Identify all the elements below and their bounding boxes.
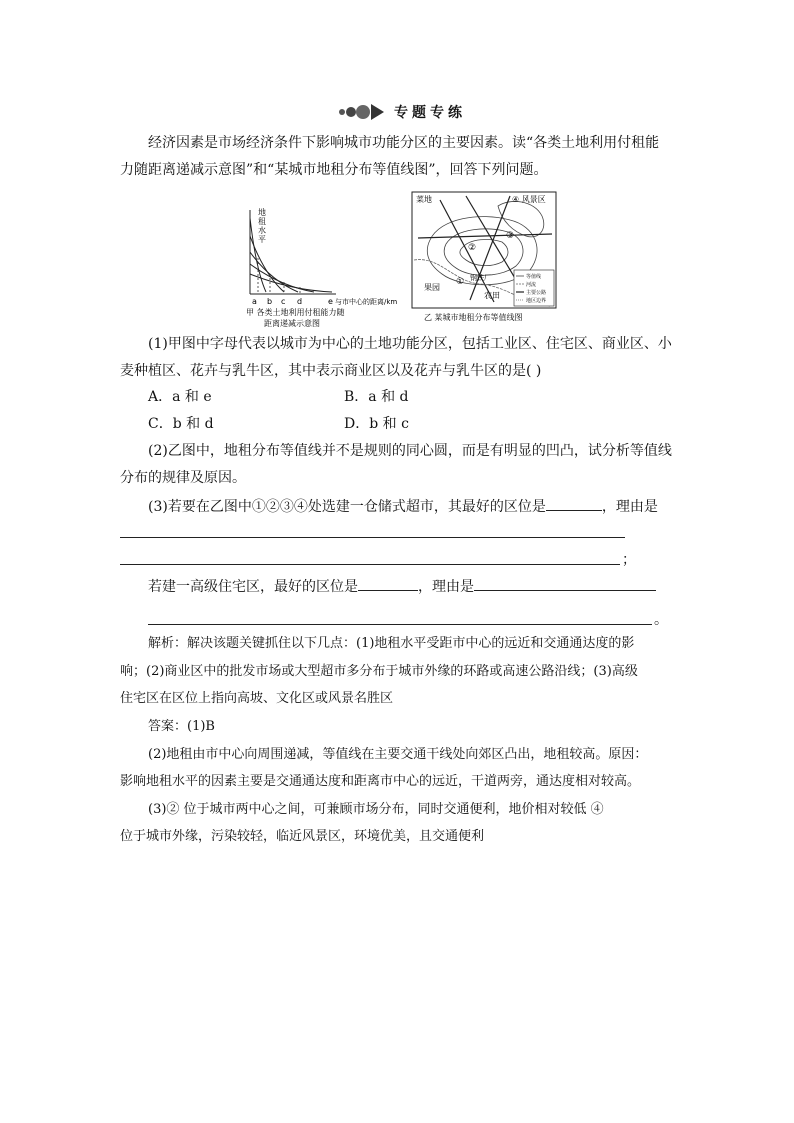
q1-option-a: A．a 和 e: [148, 389, 212, 405]
analysis-line-2: 响；(2)商业区中的批发市场或大型超市多分布于城市外缘的环路或高速公路沿线；(3)高级: [120, 664, 638, 679]
legend-river: 河流: [526, 282, 537, 288]
y-label-1: 地: [258, 208, 266, 217]
legend-contour: 等值线: [526, 274, 542, 280]
q3-blank-site-residential: [358, 576, 418, 591]
q3-blank-reason-line-2: [120, 564, 620, 565]
label-site-3: ③: [506, 231, 515, 241]
figure-b-caption: 乙 某城市地租分布等值线图: [424, 313, 523, 322]
figure-a-chart: [236, 200, 418, 330]
label-scenic: ④ 风景区: [512, 195, 546, 204]
analysis-line-3: 住宅区在区位上指向高坡、文化区或风景名胜区: [120, 691, 394, 706]
q3-text-1b: ，理由是: [601, 499, 658, 515]
intro-line-1: 经济因素是市场经济条件下影响城市功能分区的主要因素。读“各类土地利用付租能: [148, 135, 660, 151]
q3-text-4a: 若建一高级住宅区，最好的区位是: [148, 579, 358, 595]
q1-line-1: (1)甲图中字母代表以城市为中心的土地功能分区，包括工业区、住宅区、商业区、小: [148, 336, 672, 352]
q3-blank-residential-reason-2: [148, 624, 652, 625]
label-site-1: ①: [456, 277, 465, 287]
q3-blank-residential-reason-1: [474, 576, 656, 591]
q2-line-2: 分布的规律及原因。: [120, 470, 246, 486]
tick-c: c: [281, 297, 286, 306]
tick-b: b: [267, 297, 273, 306]
y-label-3: 水: [258, 226, 266, 235]
map-legend: [514, 270, 554, 306]
label-vegetable: 菜地: [416, 195, 432, 204]
q3-period: 。: [654, 612, 668, 628]
q3-line-4: [148, 576, 656, 597]
label-site-2: ②: [468, 243, 477, 253]
q3-blank-reason-line-1: [120, 537, 625, 538]
section-header: [338, 100, 466, 124]
tick-d: d: [297, 297, 303, 306]
q1-line-2: 麦种植区、花卉与乳牛区，其中表示商业区以及花卉与乳牛区的是( ): [120, 363, 542, 379]
x-axis-label: 与市中心的距离/km: [335, 298, 398, 306]
figure-b-map: [410, 190, 560, 325]
label-steel: 钢铁厂: [470, 274, 491, 282]
q1-option-d: D．b 和 c: [344, 416, 409, 432]
answer-line-5: 位于城市外缘，污染较轻，临近风景区，环境优美，且交通便利: [120, 829, 485, 844]
q1-option-b: B．a 和 d: [344, 389, 409, 405]
label-farmland: 农田: [484, 291, 500, 300]
y-label-2: 租: [258, 217, 266, 226]
analysis-line-1: 解析：解决该题关键抓住以下几点：(1)地租水平受距市中心的远近和交通通达度的影: [148, 636, 635, 651]
q3-blank-site-store: [546, 496, 602, 511]
q1-option-c: C．b 和 d: [148, 416, 214, 432]
q2-line-1: (2)乙图中，地租分布等值线并不是规则的同心圆，而是有明显的凹凸，试分析等值线: [148, 443, 672, 459]
figure-a-caption-line-2: 距离递减示意图: [264, 319, 320, 328]
answer-line-2: (2)地租由市中心向周围递减，等值线在主要交通干线处向郊区凸出，地租较高。原因：: [148, 747, 648, 762]
answer-line-3: 影响地租水平的因素主要是交通通达度和距离市中心的远近，干道两旁，通达度相对较高。: [120, 774, 641, 789]
intro-line-2: 力随距离递减示意图”和“某城市地租分布等值线图”，回答下列问题。: [120, 162, 548, 178]
tick-a: a: [252, 297, 257, 306]
header-dots-arrow-icon: [338, 102, 386, 122]
legend-road: 主要公路: [526, 290, 547, 296]
answer-line-4: (3)② 位于城市两中心之间，可兼顾市场分布，同时交通便利，地价相对较低 ④: [148, 802, 604, 817]
section-title: 专题专练: [394, 105, 466, 121]
figure-a-caption-line-1: 甲 各类土地利用付租能力随: [246, 308, 345, 317]
q3-text-4b: ，理由是: [418, 579, 474, 595]
legend-boundary: 地区边界: [526, 298, 547, 304]
answer-line-1: 答案：(1)B: [148, 719, 215, 734]
y-label-4: 平: [258, 235, 266, 244]
q3-line-1: [148, 496, 658, 517]
road-1: [440, 200, 494, 302]
q3-text-1a: (3)若要在乙图中①②③④处选建一仓储式超市，其最好的区位是: [148, 499, 546, 515]
tick-e: e: [328, 297, 333, 306]
q3-semicolon: ；: [622, 552, 636, 568]
label-orchard: 果园: [424, 283, 440, 292]
